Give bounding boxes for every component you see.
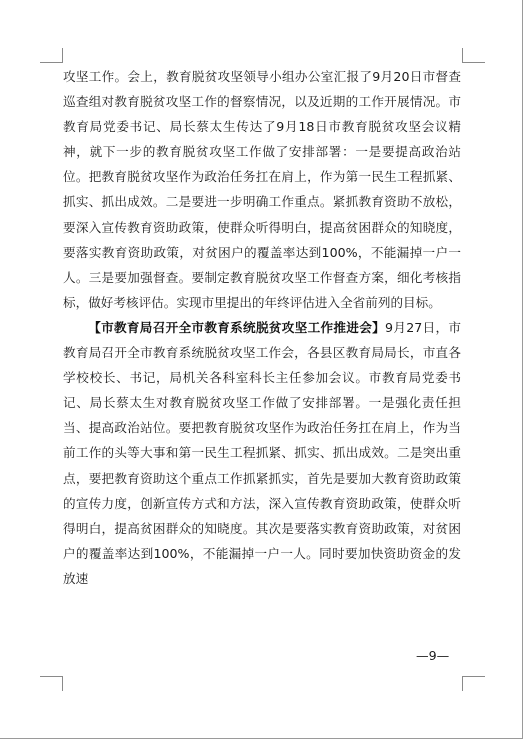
crop-mark-top-left [40,48,63,63]
crop-mark-bottom-right [462,676,485,691]
paragraph-2 [63,315,461,591]
paragraph-2-text: 9月27日，市教育局召开全市教育系统脱贫攻坚工作会，各县区教育局局长，市直各学校校长、书记，局机关各科室科长主任参加会议。市教育局党委书记、局长蔡太生对教育脱贫攻坚工作做了安排部署。一是强化责任担当、提高政治站位。要把教育脱贫攻坚作为政治任务扛在肩上，作为当前工作的头等大事和第一民生工程抓紧、抓实、抓出成效。二是突出重点，要把教育资助这个重点工作抓紧抓实，首先是要加大教育资助政策的宣传力度，创新宣传方式和方法，深入宣传教育资助政策，使群众听得明白，提高贫困群众的知晓度。其次是要落实教育资助政策，对贫困户的覆盖率达到100%，不能漏掉一户一人。同时要加快资助资金的发放速 [63,319,462,586]
paragraph-1: 攻坚工作。会上，教育脱贫攻坚领导小组办公室汇报了9月20日市督查巡查组对教育脱贫攻坚工作的督察情况，以及近期的工作开展情况。市教育局党委书记、局长蔡太生传达了9月18日市教育脱贫攻坚会议精神，就下一步的教育脱贫攻坚工作做了安排部署：一是要提高政治站位。把教育脱贫攻坚作为政治任务扛在肩上，作为第一民生工程抓紧、抓实、抓出成效。二是要进一步明确工作重点。紧抓教育资助不放松，要深入宣传教育资助政策，使群众听得明白，提高贫困群众的知晓度，要落实教育资助政策，对贫困户的覆盖率达到100%，不能漏掉一户一人。三是要加强督查。要制定教育脱贫攻坚工作督查方案，细化考核指标，做好考核评估。实现市里提出的年终评估进入全省前列的目标。 [63,69,461,310]
crop-mark-top-right [462,48,485,63]
document-body [63,64,461,591]
page-number: —9— [416,648,450,663]
crop-mark-bottom-left [40,676,63,691]
paragraph-2-heading: 【市教育局召开全市教育系统脱贫攻坚工作推进会】 [88,319,386,335]
